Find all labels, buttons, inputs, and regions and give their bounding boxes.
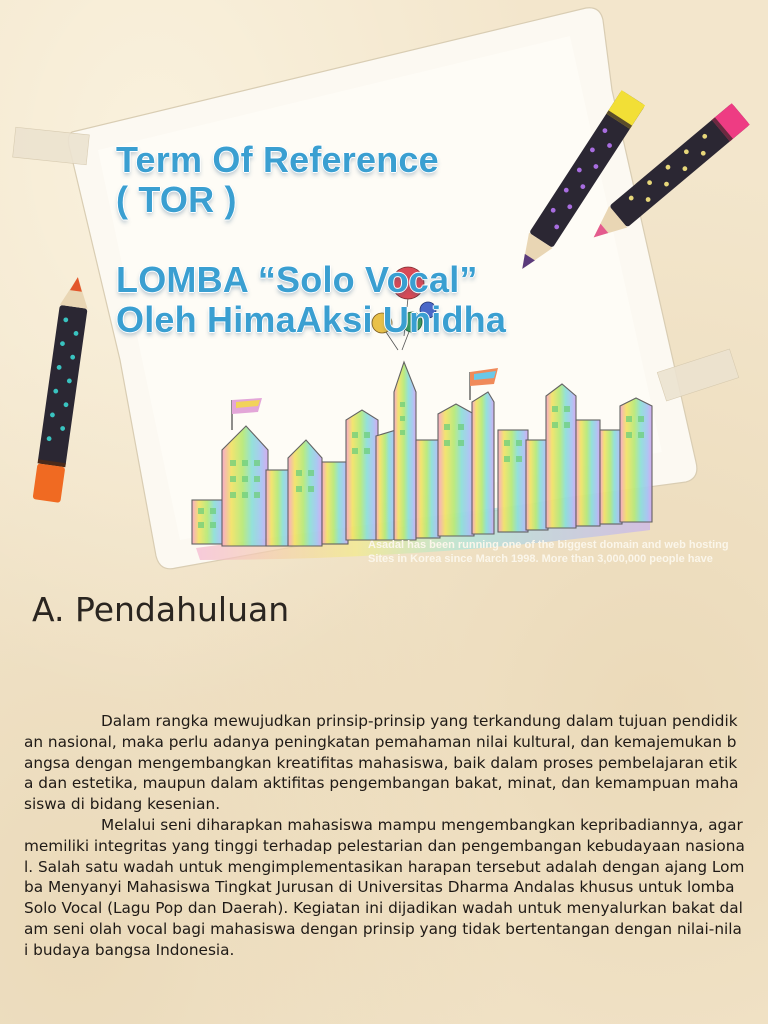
image-caption: [368, 538, 760, 566]
paragraph: Dalam rangka mewujudkan prinsip-prinsip yang terkandung dalam tujuan pendidikan nasional, maka perlu adanya peningkatan pemahaman nilai kultural, dan kemajemukan bangsa dengan mengembangkan kreatifitas mahasiswa, baik dalam proses pembelajaran etika dan estetika, maupun dalam aktifitas pengembangan bakat, minat, dan kemampuan mahasiswa di bidang kesenian.: [24, 712, 739, 814]
caption-line-1: Asadal has been running one of the biggest domain and web hosting: [368, 539, 729, 551]
title-line-1: Term Of Reference: [116, 139, 439, 180]
body-text: [24, 711, 745, 961]
title-line-4: Oleh HimaAksi Unidha: [116, 299, 507, 340]
title-line-2: ( TOR ): [116, 179, 237, 220]
pencil-teal-icon: [33, 275, 92, 503]
title-line-3: LOMBA “Solo Vocal”: [116, 259, 478, 300]
caption-line-2: Sites in Korea since March 1998. More than 3,000,000 people have: [368, 553, 713, 565]
section-heading: A. Pendahuluan: [32, 590, 290, 629]
paragraph: Melalui seni diharapkan mahasiswa mampu mengembangkan kepribadiannya, agar memiliki integritas yang tinggi terhadap pelestarian dan pengembangan kebudayaan nasional. Salah satu wadah untuk mengimplementasikan harapan tersebut adalah dengan ajang Lomba Menyanyi Mahasiswa Tingkat Jurusan di Universitas Dharma Andalas khusus untuk lomba Solo Vocal (Lagu Pop dan Daerah). Kegiatan ini dijadikan wadah untuk menyalurkan bakat dalam seni olah vocal bagi mahasiswa dengan prinsip yang tidak bertentangan dengan nilai-nilai budaya bangsa Indonesia.: [24, 815, 745, 959]
slide-title: [116, 140, 586, 340]
